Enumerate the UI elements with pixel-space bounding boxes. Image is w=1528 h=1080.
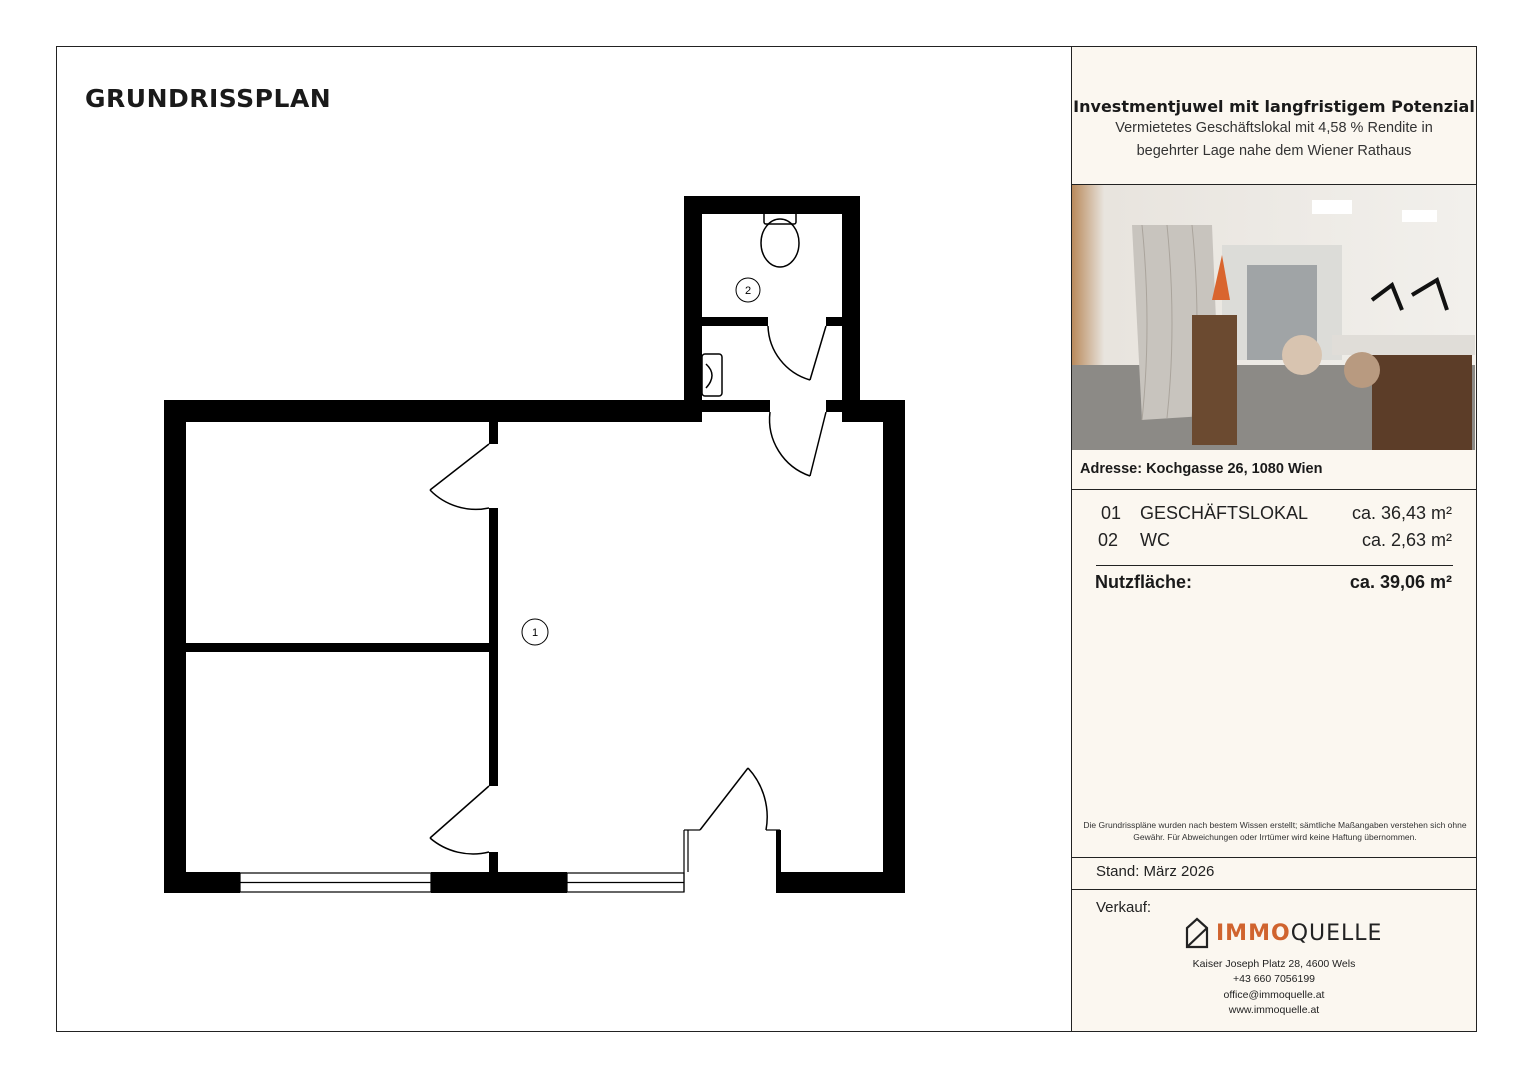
subline-1: Vermietetes Geschäftslokal mit 4,58 % Rendite in bbox=[1115, 120, 1433, 136]
room-01-area: ca. 36,43 m² bbox=[1351, 503, 1452, 523]
address: Adresse: Kochgasse 26, 1080 Wien bbox=[1080, 461, 1323, 477]
contact-email[interactable]: office@immoquelle.at bbox=[1223, 989, 1325, 1001]
sanitary-fixtures bbox=[702, 212, 799, 396]
room-01-number: 01 bbox=[1101, 503, 1122, 523]
room-02-number: 02 bbox=[1098, 530, 1119, 550]
room-marker-1 bbox=[522, 619, 548, 645]
info-panel bbox=[1071, 47, 1476, 1031]
verkauf-label: Verkauf: bbox=[1096, 899, 1152, 916]
walls bbox=[164, 196, 905, 893]
total-label: Nutzfläche: bbox=[1095, 572, 1193, 592]
room-marker-2 bbox=[736, 278, 760, 302]
logo-text-immo: IMMO bbox=[1216, 920, 1291, 946]
interior-photo bbox=[1072, 185, 1475, 450]
plan-title: GRUNDRISSPLAN bbox=[85, 84, 332, 113]
divider bbox=[1072, 489, 1476, 490]
room-02-name: WC bbox=[1140, 530, 1170, 550]
logo-house-icon bbox=[1184, 916, 1210, 950]
sum-divider bbox=[1096, 565, 1453, 566]
subline-2: begehrter Lage nahe dem Wiener Rathaus bbox=[1136, 143, 1412, 159]
room-marker-1-label: 1 bbox=[531, 627, 539, 639]
divider bbox=[1072, 857, 1476, 858]
room-01-name: GESCHÄFTSLOKAL bbox=[1140, 503, 1309, 523]
contact-website[interactable]: www.immoquelle.at bbox=[1228, 1004, 1320, 1016]
contact-address: Kaiser Joseph Platz 28, 4600 Wels bbox=[1192, 958, 1356, 970]
logo-text-quelle: QUELLE bbox=[1290, 920, 1383, 946]
stand-date: Stand: März 2026 bbox=[1096, 863, 1215, 880]
headline: Investmentjuwel mit langfristigem Potenzial bbox=[1073, 97, 1475, 116]
room-marker-2-label: 2 bbox=[744, 285, 752, 297]
total-value: ca. 39,06 m² bbox=[1349, 572, 1452, 592]
room-02-area: ca. 2,63 m² bbox=[1361, 530, 1452, 550]
immoquelle-logo bbox=[1184, 915, 1382, 951]
divider bbox=[1072, 889, 1476, 890]
contact-phone: +43 660 7056199 bbox=[1232, 973, 1316, 985]
disclaimer: Die Grundrisspläne wurden nach bestem Wissen erstellt; sämtliche Maßangaben verstehen sich ohne Gewähr. Für Abweichungen oder Irrtümer wird keine Haftung übernommen. bbox=[1083, 820, 1467, 842]
